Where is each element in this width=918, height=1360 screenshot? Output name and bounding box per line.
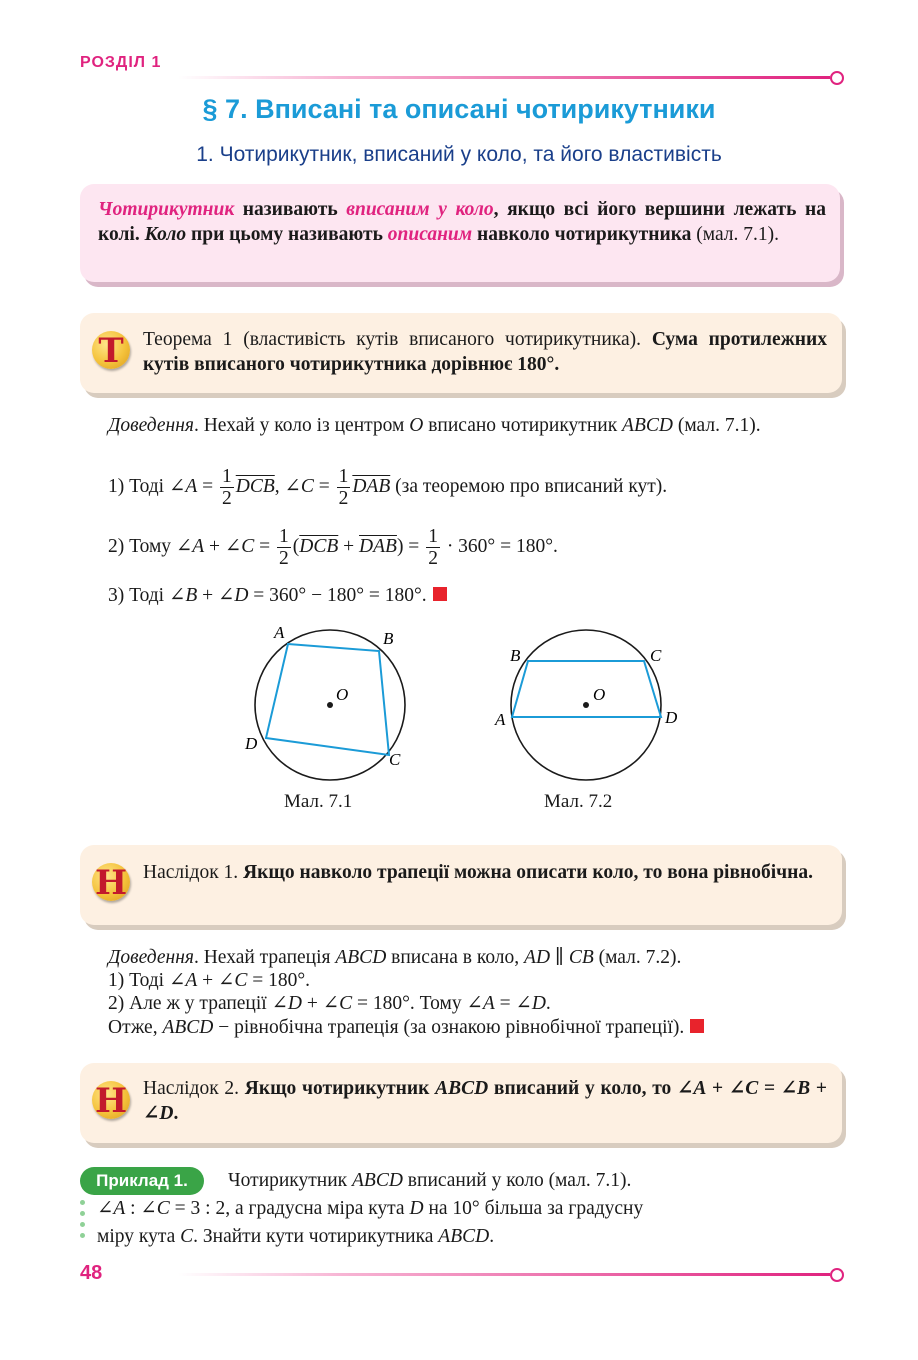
header-rule — [178, 76, 830, 79]
corollary2-heading: Наслідок 2. — [143, 1078, 245, 1099]
corollary1-text — [143, 860, 827, 885]
center-point — [583, 702, 589, 708]
label-b: B — [510, 646, 521, 665]
proof-label: Доведення — [108, 947, 194, 968]
corollary1-statement: Якщо навколо трапеції можна описати коло, то вона рівнобічна. — [243, 862, 814, 883]
label-o: O — [593, 685, 606, 704]
label-o: O — [336, 685, 349, 704]
proof2-line2: 1) Тоді ∠A + ∠C = 180°. — [108, 970, 311, 991]
fraction-half: $\frac{1}{2}$ — [338, 466, 349, 509]
footer-rule-end-circle — [830, 1268, 844, 1282]
footer-rule — [178, 1273, 830, 1276]
theorem-text — [143, 327, 827, 377]
example-line2: ∠A : ∠C = 3 : 2, а градусна міра кута D на 10° більша за градусну — [97, 1198, 644, 1219]
corollary1-heading: Наслідок 1. — [143, 862, 244, 883]
example-label-badge: Приклад 1. — [80, 1167, 204, 1195]
proof1-step3: 3) Тоді ∠B + ∠D = 360° − 180° = 180°. — [108, 584, 447, 607]
example-line3: міру кута C. Знайти кути чотирикутника ABCD. — [97, 1226, 495, 1247]
qed-square-icon — [690, 1019, 704, 1033]
page-number: 48 — [80, 1262, 103, 1284]
term-circle: Коло — [144, 224, 187, 245]
term-quadrilateral: Чотирикутник — [98, 199, 235, 220]
page-title: § 7. Вписані та описані чотирикутники — [202, 94, 716, 124]
term-inscribed: вписаним у коло — [346, 199, 494, 220]
theorem-statement: Сума протилежних кутів вписаного чотирикутника дорівнює 180°. — [143, 329, 827, 375]
corollary2-statement: Якщо чотирикутник ABCD вписаний у коло, то ∠A + ∠C = ∠B + ∠D. — [143, 1078, 827, 1124]
corollary2-badge-icon: Н — [92, 1081, 130, 1119]
theorem-badge-icon: Т — [92, 331, 130, 369]
proof1-step2: 2) Тому ∠A + ∠C = $\frac{1}{2}$ $(\overline{DCB} + \overline{DAB})$ = $\frac{1}{2}$ · 360° = 180°. — [108, 526, 558, 569]
figures-area — [230, 618, 690, 818]
header-rule-end-circle — [830, 71, 844, 85]
label-d: D — [665, 708, 678, 727]
figure-7-2-caption: Мал. 7.2 — [544, 791, 613, 812]
label-a: A — [274, 623, 285, 642]
arc-dab: $\overline{DAB}$ — [352, 475, 391, 497]
figure-7-1-caption: Мал. 7.1 — [284, 791, 353, 812]
center-point — [327, 702, 333, 708]
proof2-line3: 2) Але ж у трапеції ∠D + ∠C = 180°. Тому ∠A = ∠D. — [108, 993, 551, 1014]
arc-dcb: $\overline{DCB}$ — [235, 475, 275, 497]
label-b: B — [383, 629, 394, 648]
quadrilateral-abcd — [266, 644, 389, 755]
figure-7-2 — [494, 630, 678, 780]
label-a: A — [495, 710, 506, 729]
example-line1: Чотирикутник ABCD вписаний у коло (мал. 7.1). — [228, 1170, 632, 1191]
theorem-heading: Теорема 1 (властивість кутів вписаного чотирикутника). — [143, 329, 652, 350]
proof-label: Доведення — [108, 415, 194, 436]
corollary2-text — [143, 1076, 827, 1126]
corollary1-box — [80, 845, 842, 925]
term-circumscribed: описаним — [387, 224, 473, 245]
proof1-step1: 1) Тоді ∠A = $\frac{1}{2}$ $\overline{DCB}$, ∠C = $\frac{1}{2}$ $\overline{DAB}$ (за теоремою про вписаний кут). — [108, 466, 668, 509]
figure-7-1 — [244, 623, 405, 780]
fraction-half: $\frac{1}{2}$ — [279, 526, 289, 569]
proof2-line1: Доведення. Нехай трапеція ABCD вписана в коло, AD ∥ CB (мал. 7.2). — [108, 947, 682, 968]
qed-square-icon — [433, 587, 447, 601]
label-c: C — [650, 646, 662, 665]
section-label: РОЗДІЛ 1 — [80, 54, 162, 71]
corollary1-badge-icon: Н — [92, 863, 130, 901]
proof2-line4: Отже, ABCD − рівнобічна трапеція (за ознакою рівнобічної трапеції). — [108, 1016, 704, 1039]
proof1-intro: Доведення. Нехай у коло із центром O вписано чотирикутник ABCD (мал. 7.1). — [108, 415, 761, 436]
example-dots-decoration — [80, 1200, 86, 1244]
label-c: C — [389, 750, 401, 769]
trapezoid-abcd — [512, 661, 661, 717]
fraction-half: $\frac{1}{2}$ — [221, 466, 232, 509]
definition-text: Чотирикутник називають вписаним у коло, якщо всі його вершини лежать на колі. Коло при цьому називають описаним навколо чотирикутника (мал. 7.1). — [98, 199, 827, 245]
page-subtitle: 1. Чотирикутник, вписаний у коло, та його властивість — [196, 143, 722, 166]
label-d: D — [245, 734, 258, 753]
fraction-half: $\frac{1}{2}$ — [428, 526, 438, 569]
